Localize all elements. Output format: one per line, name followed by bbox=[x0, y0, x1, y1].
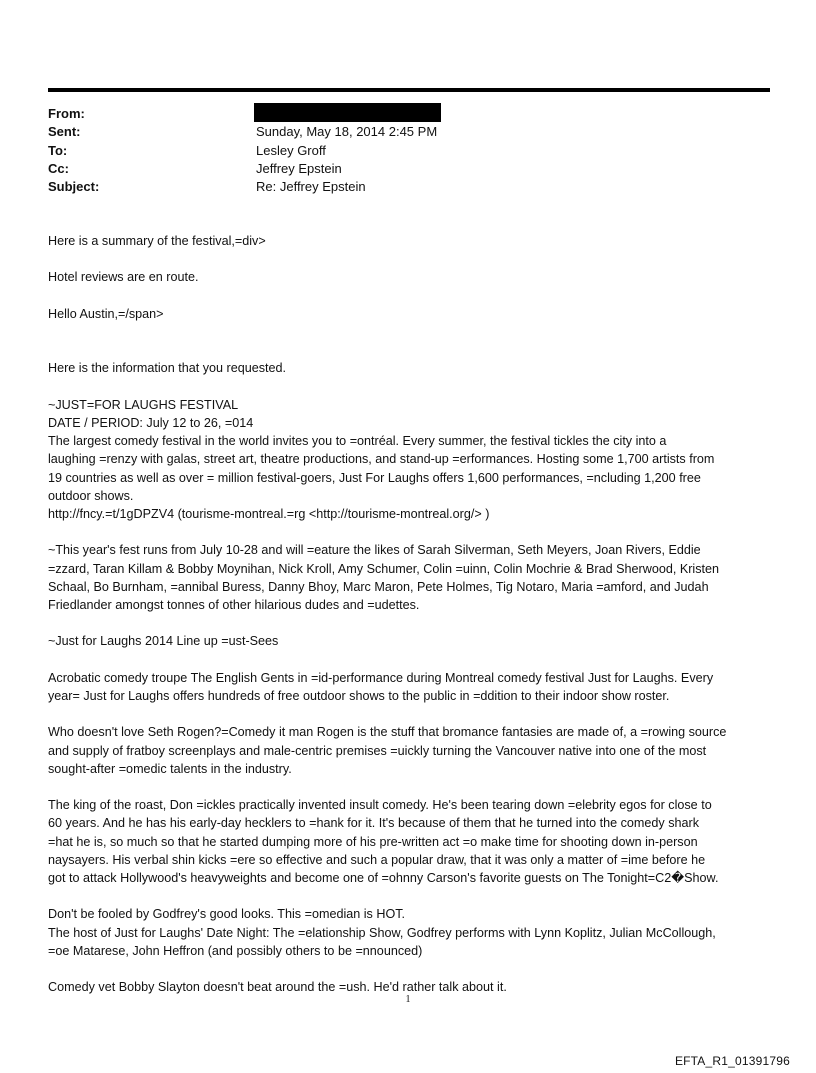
sent-value: Sunday, May 18, 2014 2:45 PM bbox=[256, 124, 438, 140]
body-paragraph: The king of the roast, Don =ickles practically invented insult comedy. He's been tearing down =elebrity egos for close to 60 years. And he has his early-day hecklers to =hank for it. It's because of them that he turned into the comedy shark =hat he is, so much so that he started dumping more of his pre-written act =o make time for shooting down in-person naysayers. His verbal shin kicks =ere so effective and such a popular draw, that it was only a matter of =ime before he got to attack Hollywood's heavyweights and become one of =ohnny Carson's favorite guests on The Tonight=C2�Show. bbox=[48, 798, 719, 885]
from-row bbox=[48, 105, 768, 123]
cc-label: Cc: bbox=[48, 160, 69, 176]
body-paragraph: ~Just for Laughs 2014 Line up =ust-Sees bbox=[48, 634, 279, 649]
body-paragraph: ~JUST=FOR LAUGHS FESTIVAL DATE / PERIOD: July 12 to 26, =014 The largest comedy festival in the world invites you to =ontréal. Every summer, the festival tickles the city into a laughing =renzy with galas, street art, theatre productions, and stand-up =erformances. Hosting some 1,700 artists from 19 countries as well as over = million festival-goers, Just For Laughs offers 1,600 performances, =ncluding 1,200 free outdoor shows. http://fncy.=t/1gDPZV4 (tourisme-montreal.=rg <http://tourisme-montreal.org/> ) bbox=[48, 397, 715, 521]
email-header bbox=[48, 105, 768, 196]
email-body bbox=[48, 232, 768, 996]
to-label: To: bbox=[48, 142, 68, 158]
redaction-bar bbox=[254, 103, 441, 122]
cc-value: Jeffrey Epstein bbox=[256, 160, 342, 176]
body-paragraph: Here is a summary of the festival,=div> bbox=[48, 234, 266, 248]
body-paragraph: Comedy vet Bobby Slayton doesn't beat around the =ush. He'd rather talk about it. bbox=[48, 980, 507, 995]
subject-value: Re: Jeffrey Epstein bbox=[256, 179, 366, 195]
subject-label: Subject: bbox=[48, 179, 100, 195]
to-row bbox=[48, 142, 768, 160]
body-paragraph: Here is the information that you requested. bbox=[48, 361, 287, 376]
sent-label: Sent: bbox=[48, 124, 81, 140]
header-divider bbox=[48, 88, 770, 92]
to-value: Lesley Groff bbox=[256, 142, 326, 158]
from-label: From: bbox=[48, 106, 85, 121]
document-id: EFTA_R1_01391796 bbox=[674, 1054, 790, 1068]
subject-row bbox=[48, 178, 768, 196]
body-paragraph: Hello Austin,=/span> bbox=[48, 306, 164, 321]
body-paragraph: Acrobatic comedy troupe The English Gents in =id-performance during Montreal comedy festival Just for Laughs. Every year= Just for Laughs offers hundreds of free outdoor shows to the public in =ddition to their indoor show roster. bbox=[48, 670, 714, 703]
body-paragraph: Who doesn't love Seth Rogen?=Comedy it man Rogen is the stuff that bromance fantasies are made of, a =rowing source and supply of fratboy screenplays and male-centric premises =uickly turning the Vancouver native into one of the most sought-after =omedic talents in the industry. bbox=[48, 725, 727, 776]
body-paragraph: ~This year's fest runs from July 10-28 and will =eature the likes of Sarah Silverman, Seth Meyers, Joan Rivers, Eddie =zzard, Taran Killam & Bobby Moynihan, Nick Kroll, Amy Schumer, Colin =uinn, Colin Mochrie & Brad Sherwood, Kristen Schaal, Bo Burnham, =annibal Buress, Danny Bhoy, Marc Maron, Pete Holmes, Tig Notaro, Maria =amford, and Judah Friedlander amongst tonnes of other hilarious dudes and =udettes. bbox=[48, 543, 720, 612]
body-paragraph: Don't be fooled by Godfrey's good looks. This =omedian is HOT. The host of Just for Laughs' Date Night: The =elationship Show, Godfrey performs with Lynn Koplitz, Julian McCollough, =oe Matarese, John Heffron (and possibly others to be =nnounced) bbox=[48, 907, 716, 958]
sent-row bbox=[48, 123, 768, 141]
body-paragraph: Hotel reviews are en route. bbox=[48, 270, 199, 285]
cc-row bbox=[48, 160, 768, 178]
page-number: 1 bbox=[405, 994, 411, 1005]
